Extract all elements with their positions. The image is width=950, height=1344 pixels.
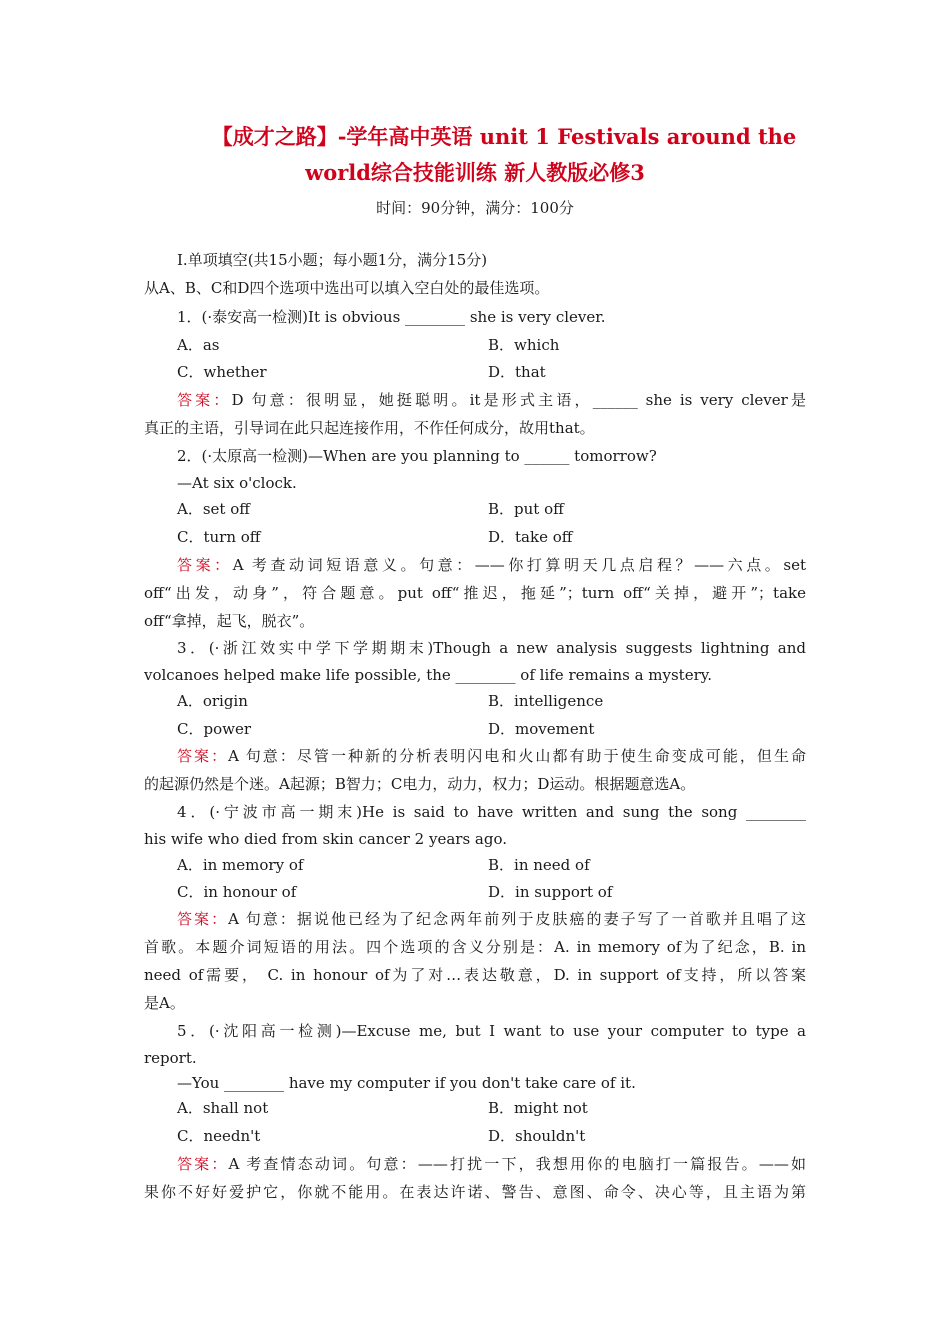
option-b: B．might not bbox=[488, 1099, 588, 1117]
question-stem: 3．(·浙江效实中学下学期期末)Though a new analysis suggests lightning and bbox=[177, 639, 806, 657]
answer-explanation-cont: 的起源仍然是个迷。A起源；B智力；C电力，动力，权力；D运动。根据题意选A。 bbox=[144, 775, 696, 793]
option-b: B．intelligence bbox=[488, 692, 604, 710]
option-a: A．as bbox=[177, 336, 220, 354]
question-stem: 2．(·太原高一检测)—When are you planning to ______ tomorrow? bbox=[177, 447, 657, 465]
option-d: D．that bbox=[488, 363, 546, 381]
question-stem: 5．(·沈阳高一检测)—Excuse me, but I want to use your computer to type a bbox=[177, 1022, 806, 1040]
option-c: C．whether bbox=[177, 363, 267, 381]
option-a: A．origin bbox=[177, 692, 248, 710]
option-c: C．in honour of bbox=[177, 883, 297, 901]
option-b: B．put off bbox=[488, 500, 564, 518]
question-stem-cont: volcanoes helped make life possible, the ________ of life remains a mystery. bbox=[144, 666, 713, 684]
option-c: C．turn off bbox=[177, 528, 261, 546]
option-a: A．shall not bbox=[177, 1099, 269, 1117]
answer-label: 答案： bbox=[177, 910, 229, 928]
question-stem-cont: —You ________ have my computer if you don't take care of it. bbox=[177, 1074, 636, 1092]
option-d: D．in support of bbox=[488, 883, 613, 901]
option-c: C．power bbox=[177, 720, 251, 738]
question-stem-cont: his wife who died from skin cancer 2 years ago. bbox=[144, 830, 508, 848]
answer-explanation: 答案：A 考查动词短语意义。句意：——你打算明天几点启程？——六点。set bbox=[177, 556, 806, 574]
document-title-line-1: 【成才之路】-学年高中英语 unit 1 Festivals around the bbox=[211, 124, 797, 149]
section-instruction: 从A、B、C和D四个选项中选出可以填入空白处的最佳选项。 bbox=[144, 279, 550, 297]
answer-explanation-cont: need of需要， C. in honour of为了对…表达敬意，D. in support of支持，所以答案 bbox=[144, 966, 806, 984]
answer-explanation: 答案：A 考查情态动词。句意：——打扰一下，我想用你的电脑打一篇报告。——如 bbox=[177, 1155, 806, 1173]
answer-explanation-cont: 真正的主语，引导词在此只起连接作用，不作任何成分，故用that。 bbox=[144, 419, 595, 437]
question-stem-cont: —At six o'clock. bbox=[177, 474, 297, 492]
option-a: A．in memory of bbox=[177, 856, 304, 874]
answer-explanation: 答案：A 句意：尽管一种新的分析表明闪电和火山都有助于使生命变成可能，但生命 bbox=[177, 747, 806, 765]
option-d: D．shouldn't bbox=[488, 1127, 586, 1145]
option-b: B．in need of bbox=[488, 856, 590, 874]
answer-label: 答案： bbox=[177, 747, 229, 765]
option-d: D．take off bbox=[488, 528, 573, 546]
option-a: A．set off bbox=[177, 500, 250, 518]
answer-explanation: 答案：D 句意：很明显，她挺聪明。it是形式主语，______ she is very clever是 bbox=[177, 391, 806, 409]
answer-explanation-cont: off“拿掉，起飞，脱衣”。 bbox=[144, 612, 315, 630]
answer-explanation-cont: off“出发，动身”，符合题意。put off“推迟，拖延”；turn off“关掉，避开”；take bbox=[144, 584, 806, 602]
answer-explanation-cont: 首歌。本题介词短语的用法。四个选项的含义分别是：A. in memory of为了纪念，B. in bbox=[144, 938, 806, 956]
exam-time-score: 时间：90分钟，满分：100分 bbox=[376, 199, 574, 217]
answer-explanation-cont: 果你不好好爱护它，你就不能用。在表达许诺、警告、意图、命令、决心等，且主语为第 bbox=[144, 1183, 806, 1201]
answer-label: 答案： bbox=[177, 1155, 229, 1173]
option-c: C．needn't bbox=[177, 1127, 261, 1145]
section-heading: Ⅰ.单项填空(共15小题；每小题1分，满分15分) bbox=[177, 251, 488, 269]
answer-label: 答案： bbox=[177, 391, 232, 409]
answer-explanation: 答案：A 句意：据说他已经为了纪念两年前列于皮肤癌的妻子写了一首歌并且唱了这 bbox=[177, 910, 806, 928]
document-title-line-2: world综合技能训练 新人教版必修3 bbox=[305, 160, 645, 185]
question-stem: 4．(·宁波市高一期末)He is said to have written and sung the song ________ bbox=[177, 803, 806, 821]
question-stem: 1．(·泰安高一检测)It is obvious ________ she is very clever. bbox=[177, 308, 606, 326]
answer-label: 答案： bbox=[177, 556, 233, 574]
option-d: D．movement bbox=[488, 720, 595, 738]
option-b: B．which bbox=[488, 336, 560, 354]
question-stem-cont: report. bbox=[144, 1049, 197, 1067]
answer-explanation-cont: 是A。 bbox=[144, 994, 185, 1012]
